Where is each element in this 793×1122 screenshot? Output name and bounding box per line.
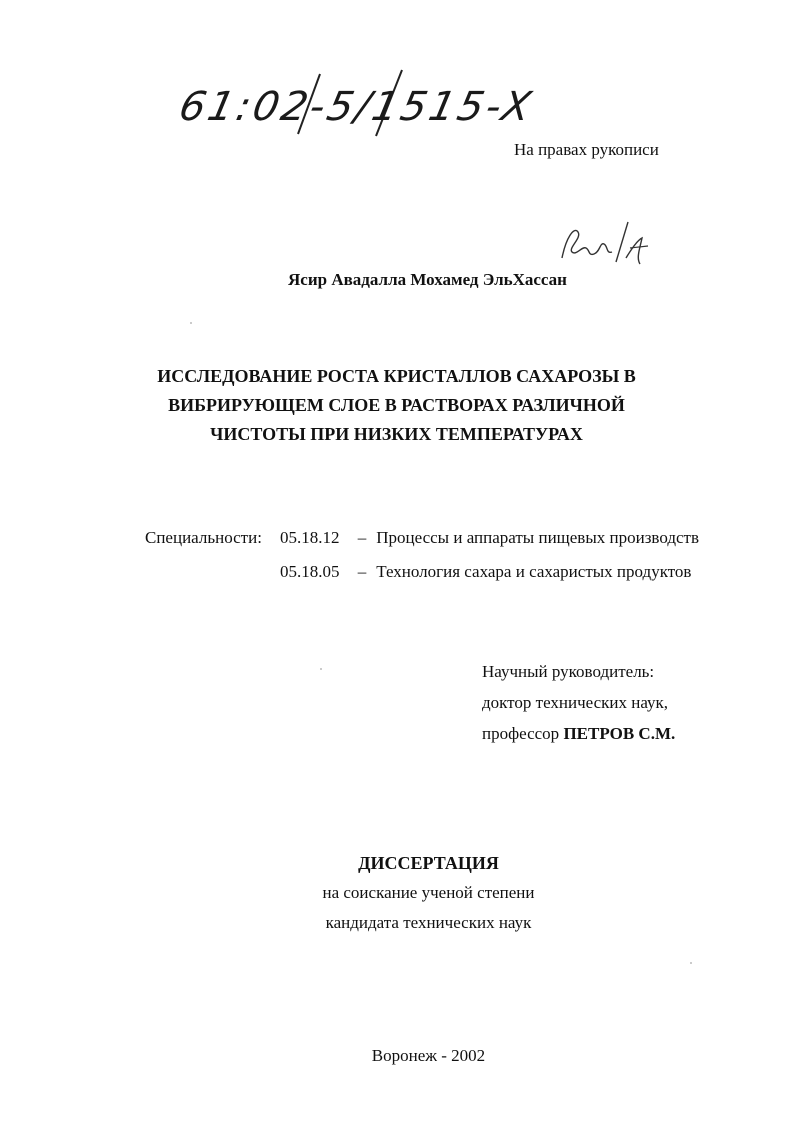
thesis-line: на соискание ученой степени (322, 883, 535, 902)
specialty-dash: – (357, 562, 367, 581)
specialties-label: Специальности: (145, 528, 262, 547)
specialty-dash: – (357, 528, 367, 547)
supervisor-degree: доктор технических наук, (482, 693, 669, 712)
archive-code-stamp (170, 62, 600, 142)
specialty-name: Процессы и аппараты пищевых производств (376, 528, 699, 547)
scan-speck (690, 962, 692, 964)
specialty-code: 05.18.05 (280, 562, 340, 581)
author-name: Ясир Авадалла Мохамед ЭльХассан (288, 270, 567, 289)
supervisor-line (482, 718, 675, 749)
scan-speck (320, 668, 322, 670)
scientific-supervisor (482, 656, 675, 749)
thesis-designation (0, 848, 793, 938)
dissertation-title (120, 362, 673, 449)
specialty-row (280, 528, 699, 548)
archive-code-text: 61:02-5/1515-X (175, 84, 538, 130)
manuscript-rights-note: На правах рукописи (514, 140, 659, 159)
specialty-code: 05.18.12 (280, 528, 340, 547)
thesis-heading: ДИССЕРТАЦИЯ (358, 853, 499, 873)
city-year: Воронеж - 2002 (371, 1046, 486, 1065)
specialty-name: Технология сахара и сахаристых продуктов (376, 562, 692, 581)
supervisor-name: ПЕТРОВ С.М. (563, 724, 676, 743)
supervisor-label: Научный руководитель: (482, 662, 655, 681)
author-signature (556, 218, 652, 266)
supervisor-rank: профессор (482, 724, 560, 743)
title-line: ЧИСТОТЫ ПРИ НИЗКИХ ТЕМПЕРАТУРАХ (210, 424, 583, 444)
title-line: ВИБРИРУЮЩЕМ СЛОЕ В РАСТВОРАХ РАЗЛИЧНОЙ (168, 395, 625, 415)
title-line: ИССЛЕДОВАНИЕ РОСТА КРИСТАЛЛОВ САХАРОЗЫ В (157, 366, 636, 386)
thesis-line: кандидата технических наук (325, 913, 532, 932)
scan-speck (190, 322, 192, 324)
specialty-row (280, 562, 691, 582)
